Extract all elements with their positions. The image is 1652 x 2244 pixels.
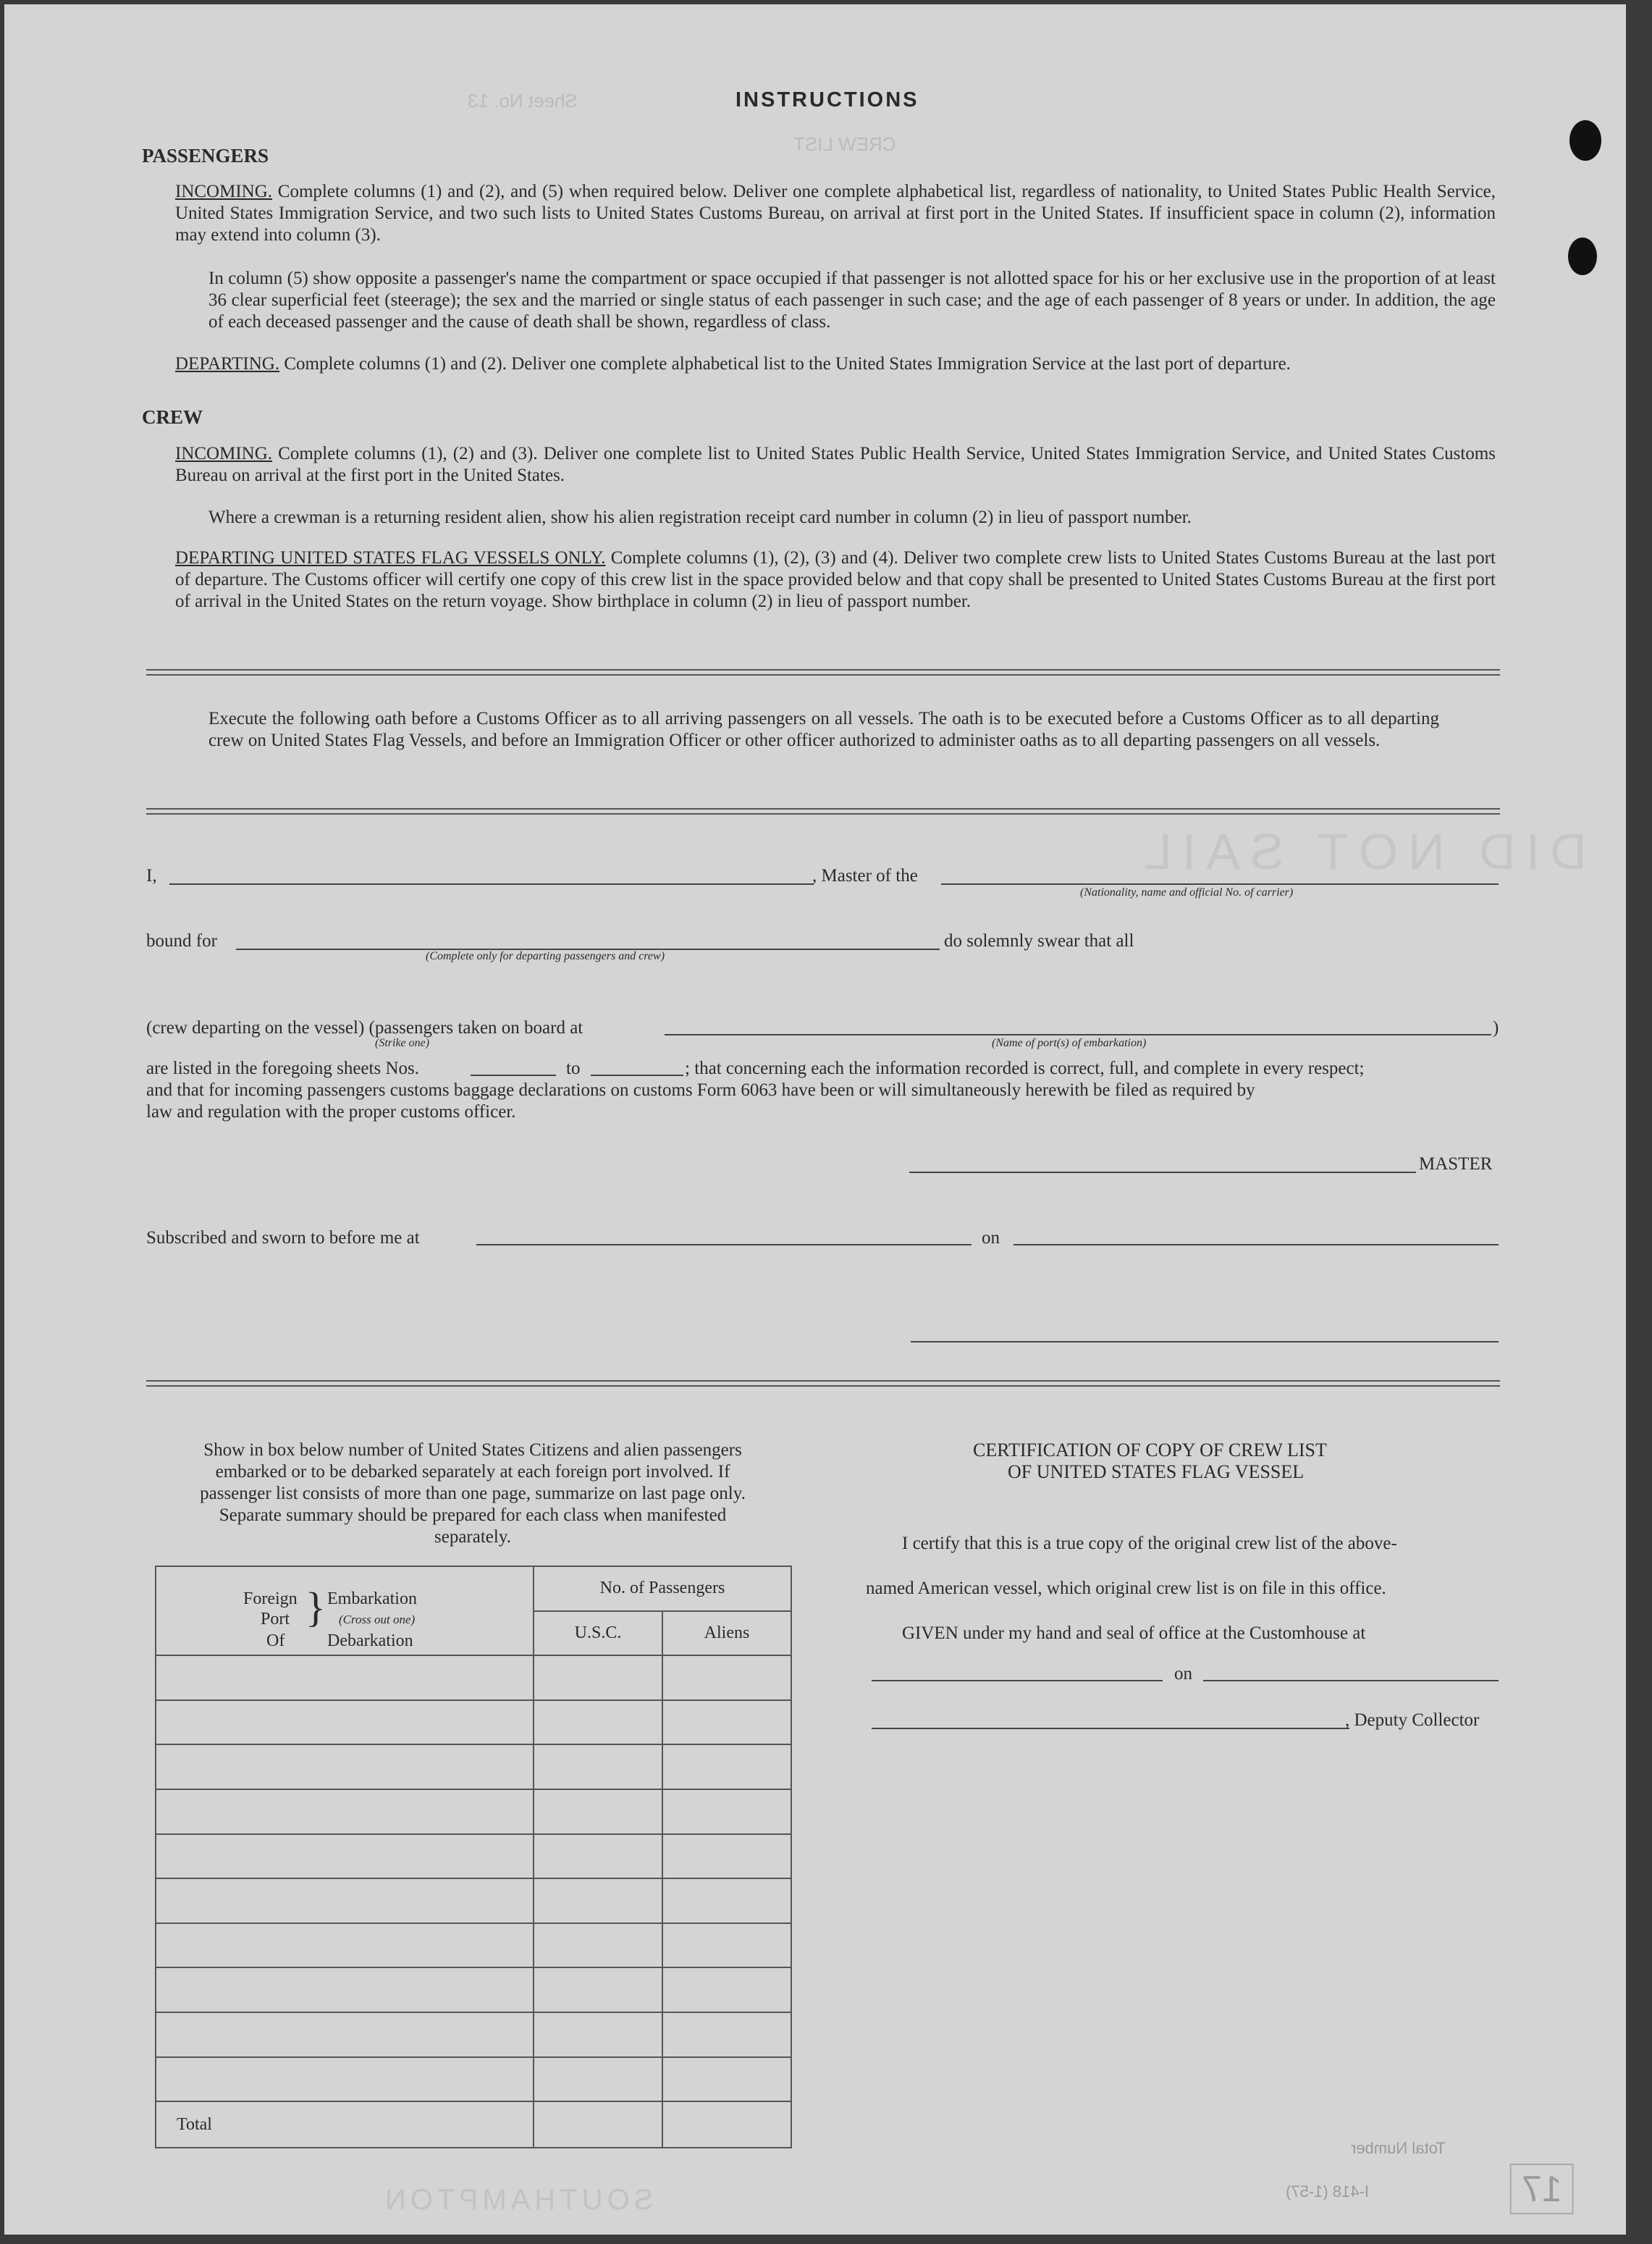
subscribed-label: Subscribed and sworn to before me at: [146, 1228, 420, 1248]
listed-to: to: [566, 1059, 581, 1078]
crew-incoming-paragraph: [175, 443, 1496, 487]
usc-header: U.S.C.: [534, 1611, 662, 1656]
certification-on-label: on: [1174, 1664, 1192, 1684]
usc-total-cell[interactable]: [534, 2101, 662, 2148]
ghost-form-no: I-418 (1-57): [1286, 2182, 1369, 2201]
usc-cell[interactable]: [534, 1744, 662, 1789]
embarkation-ports-field[interactable]: [665, 1034, 1491, 1035]
document-page: [4, 4, 1626, 2235]
aliens-cell[interactable]: [662, 1744, 791, 1789]
passengers-incoming-paragraph: [175, 181, 1496, 246]
port-cell[interactable]: [156, 1700, 534, 1745]
of-label: Of: [266, 1631, 285, 1650]
aliens-cell[interactable]: [662, 2057, 791, 2102]
nationality-note: (Nationality, name and official No. of carrier): [1080, 886, 1294, 899]
embarkation-label: Embarkation: [327, 1589, 417, 1608]
customhouse-field[interactable]: [872, 1680, 1163, 1681]
passengers-incoming-label: INCOMING.: [175, 182, 273, 201]
port-cell[interactable]: [156, 1744, 534, 1789]
ghost-total-number: Total Number: [1351, 2139, 1446, 2157]
port-cell[interactable]: [156, 2057, 534, 2102]
sheet-from-field[interactable]: [471, 1075, 556, 1076]
cross-out-note: (Cross out one): [339, 1612, 416, 1626]
ports-note: (Name of port(s) of embarkation): [992, 1037, 1147, 1049]
master-signature-field[interactable]: [909, 1172, 1416, 1173]
port-cell[interactable]: [156, 2012, 534, 2057]
section-divider: [146, 808, 1500, 815]
officer-signature-field[interactable]: [911, 1341, 1499, 1342]
crew-passengers-label: (crew departing on the vessel) (passengers taken on board at: [146, 1018, 583, 1038]
listed-line-2: and that for incoming passengers customs baggage declarations on customs Form 6063 have been or will simultaneously herewith be filed as required by: [146, 1080, 1255, 1100]
aliens-cell[interactable]: [662, 1655, 791, 1700]
master-label: MASTER: [1419, 1154, 1493, 1174]
aliens-cell[interactable]: [662, 1834, 791, 1879]
usc-cell[interactable]: [534, 1789, 662, 1834]
listed-prefix: are listed in the foregoing sheets Nos.: [146, 1059, 419, 1078]
certification-line-3: GIVEN under my hand and seal of office at the Customhouse at: [902, 1623, 1366, 1643]
port-cell[interactable]: [156, 1878, 534, 1923]
crew-departing-text: Complete columns (1), (2), (3) and (4). Deliver two complete crew lists to United States Customs Bureau at the last port of departure. The Customs officer will certify one copy of this crew list in the space provided below and that copy shall be presented to United States Customs Bureau at the first port of arrival in the United States on the return voyage. Show birthplace in column (2) in lieu of passport number.: [175, 548, 1496, 611]
aliens-cell[interactable]: [662, 1878, 791, 1923]
debarkation-label: Debarkation: [327, 1631, 413, 1650]
ghost-page-number: 17: [1510, 2164, 1574, 2214]
sworn-place-field[interactable]: [476, 1244, 972, 1245]
crew-departing-paragraph: [175, 547, 1496, 613]
aliens-cell[interactable]: [662, 2012, 791, 2057]
master-of-label: , Master of the: [812, 866, 918, 886]
ghost-did-not-sail: DID NOT SAIL: [1134, 823, 1587, 880]
deputy-signature-field[interactable]: [872, 1728, 1349, 1729]
master-name-field[interactable]: [169, 883, 814, 885]
usc-cell[interactable]: [534, 1878, 662, 1923]
deputy-collector-label: , Deputy Collector: [1345, 1710, 1480, 1730]
crew-incoming-label: INCOMING.: [175, 444, 273, 463]
brace: }: [305, 1583, 326, 1631]
listed-line-3: law and regulation with the proper customs officer.: [146, 1102, 516, 1122]
aliens-header: Aliens: [662, 1611, 791, 1656]
section-divider: [146, 1380, 1500, 1387]
passengers-incoming-text: Complete columns (1) and (2), and (5) when required below. Deliver one complete alphabetical list, regardless of nationality, to United States Public Health Service, United States Immigration Service, and two such lists to United States Customs Bureau, on arrival at first port in the United States. If insufficient space in column (2), information may extend into column (3).: [175, 182, 1496, 245]
usc-cell[interactable]: [534, 1655, 662, 1700]
port-cell[interactable]: [156, 1834, 534, 1879]
port-cell[interactable]: [156, 1967, 534, 2012]
passengers-column5-text: In column (5) show opposite a passenger's name the compartment or space occupied if that passenger is not allotted space for his or her exclusive use in the proportion of at least 36 clear superficial feet (steerage); the sex and the married or single status of each passenger in such case; and the age of each passenger of 8 years or under. In addition, the age of each deceased passenger and the cause of death shall be shown, regardless of class.: [208, 269, 1496, 332]
certification-heading-1: CERTIFICATION OF COPY OF CREW LIST: [973, 1440, 1327, 1461]
strike-one-note: (Strike one): [375, 1037, 430, 1049]
certification-date-field[interactable]: [1203, 1680, 1499, 1681]
ghost-crew-list: CREW LIST: [793, 133, 896, 155]
passenger-summary-table: [155, 1566, 792, 2148]
section-divider: [146, 669, 1500, 676]
port-cell[interactable]: [156, 1655, 534, 1700]
no-of-passengers-header: No. of Passengers: [534, 1566, 791, 1611]
certification-heading-2: OF UNITED STATES FLAG VESSEL: [1008, 1461, 1305, 1482]
port-cell[interactable]: [156, 1789, 534, 1834]
oath-i-label: I,: [146, 866, 157, 886]
certification-line-2: named American vessel, which original crew list is on file in this office.: [866, 1579, 1386, 1598]
aliens-cell[interactable]: [662, 1700, 791, 1745]
punch-hole-mark: [1568, 238, 1597, 275]
swear-text: do solemnly swear that all: [944, 931, 1134, 951]
aliens-cell[interactable]: [662, 1789, 791, 1834]
sheet-to-field[interactable]: [591, 1075, 683, 1076]
port-header: [156, 1566, 534, 1655]
usc-cell[interactable]: [534, 1923, 662, 1968]
total-label: Total: [156, 2101, 534, 2148]
foreign-label: Foreign: [243, 1589, 298, 1608]
passengers-departing-paragraph: [175, 353, 1500, 375]
usc-cell[interactable]: [534, 2012, 662, 2057]
port-label: Port: [261, 1609, 290, 1629]
crew-departing-label: DEPARTING UNITED STATES FLAG VESSELS ONLY.: [175, 548, 606, 568]
usc-cell[interactable]: [534, 2057, 662, 2102]
ghost-sheet-no: Sheet No. 13: [468, 90, 578, 112]
crew-incoming-text: Complete columns (1), (2) and (3). Deliver one complete list to United States Public Health Service, United States Immigration Service, and United States Customs Bureau on arrival at the first port in the United States.: [175, 444, 1496, 485]
usc-cell[interactable]: [534, 1700, 662, 1745]
page-title: INSTRUCTIONS: [736, 88, 919, 112]
listed-rest: ; that concerning each the information recorded is correct, full, and complete in every respect;: [685, 1059, 1365, 1078]
sworn-on-label: on: [982, 1228, 1000, 1248]
aliens-total-cell[interactable]: [662, 2101, 791, 2148]
usc-cell[interactable]: [534, 1834, 662, 1879]
usc-cell[interactable]: [534, 1967, 662, 2012]
ghost-southampton: SOUTHAMPTON: [381, 2184, 654, 2216]
passengers-departing-label: DEPARTING.: [175, 354, 280, 374]
carrier-field[interactable]: [941, 883, 1499, 885]
crew-heading: CREW: [142, 406, 203, 428]
aliens-cell[interactable]: [662, 1923, 791, 1968]
summary-instructions: Show in box below number of United States Citizens and alien passengers embarked or to be debarked separately at each foreign port involved. If passenger list consists of more than one page, summarize on last page only. Separate summary should be prepared for each class when manifested separately.: [200, 1440, 746, 1547]
bound-for-label: bound for: [146, 931, 217, 951]
punch-hole-mark: [1569, 120, 1601, 161]
crew-resident-text: Where a crewman is a returning resident alien, show his alien registration receipt card number in column (2) in lieu of passport number.: [208, 508, 1192, 527]
port-cell[interactable]: [156, 1923, 534, 1968]
aliens-cell[interactable]: [662, 1967, 791, 2012]
oath-intro: Execute the following oath before a Customs Officer as to all arriving passengers on all vessels. The oath is to be executed before a Customs Officer as to all departing crew on United States Flag Vessels, and before an Immigration Officer or other officer authorized to administer oaths as to all departing passengers on all vessels.: [208, 709, 1439, 750]
certification-line-1: I certify that this is a true copy of the original crew list of the above-: [902, 1534, 1397, 1553]
passengers-departing-text: Complete columns (1) and (2). Deliver one complete alphabetical list to the United States Immigration Service at the last port of departure.: [284, 354, 1291, 374]
complete-only-note: (Complete only for departing passengers and crew): [426, 950, 665, 962]
passengers-heading: PASSENGERS: [142, 145, 269, 167]
sworn-date-field[interactable]: [1013, 1244, 1499, 1245]
close-paren: ): [1493, 1018, 1499, 1038]
